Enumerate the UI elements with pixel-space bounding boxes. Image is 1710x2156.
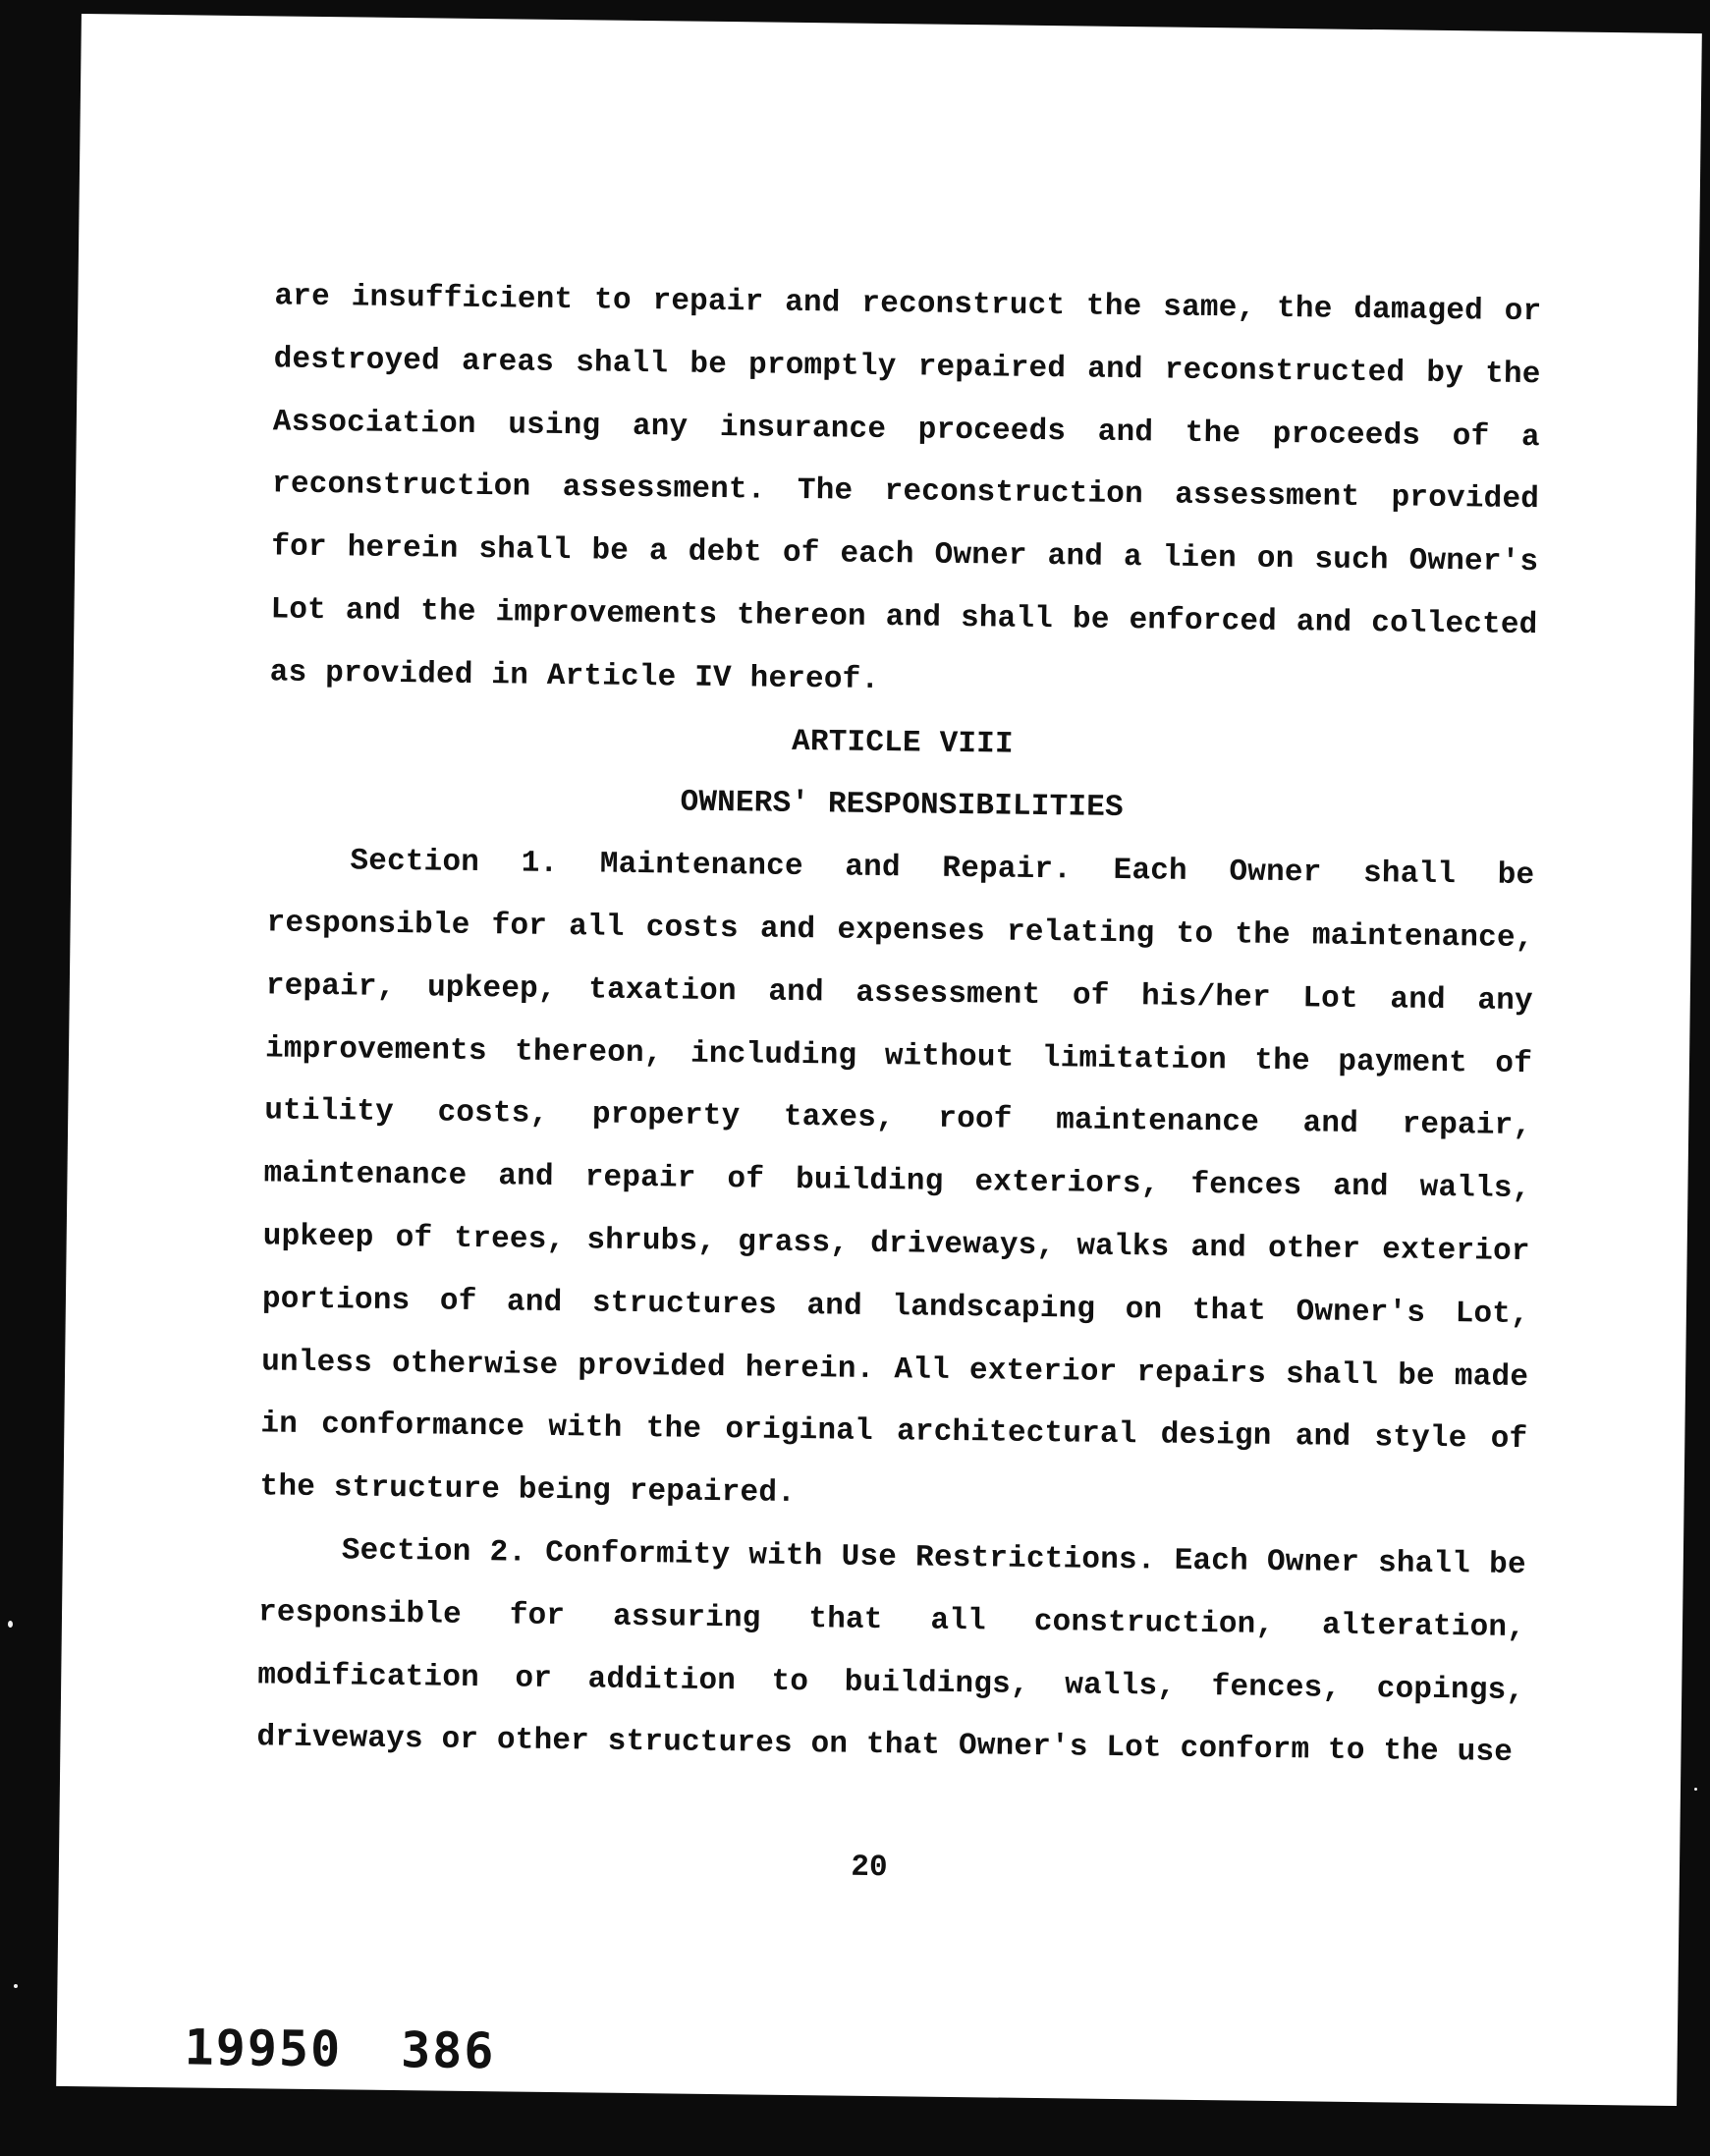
document-page: [56, 14, 1702, 2106]
document-body: [256, 265, 1542, 1785]
scan-speck: [14, 1984, 18, 1988]
scan-speck: [1694, 1788, 1697, 1791]
stamp-number-right: 386: [400, 2021, 496, 2080]
opening-paragraph: are insufficient to repair and reconstruct the same, the damaged or destroyed areas shall be promptly repaired and reconstructed by the Association using any insurance proceeds and the proceeds of a reconstruction assessment. The reconstruction assessment provided for herein shall be a debt of each Owner and a lien on such Owner's Lot and the improvements thereon and shall be enforced and collected as provided in Article IV hereof.: [269, 279, 1542, 697]
scan-speck: [8, 1621, 13, 1628]
article-heading: ARTICLE VIII: [791, 724, 1014, 762]
stamp-number-left: 19950: [184, 2018, 343, 2078]
section-2-paragraph: Section 2. Conformity with Use Restrictions. Each Owner shall be responsible for assuring that all construction, alteration, modification or addition to buildings, walls, fences, copings, driveways or other structures on that Owner's Lot conform to the use: [256, 1533, 1526, 1771]
document-stamp: [184, 2018, 496, 2079]
section-1-paragraph: Section 1. Maintenance and Repair. Each Owner shall be responsible for all costs and expenses relating to the maintenance, repair, upkeep, taxation and assessment of his/her Lot and any improvements thereon, including without limitation the payment of utility costs, property taxes, roof maintenance and repair, maintenance and repair of building exteriors, fences and walls, upkeep of trees, shrubs, grass, driveways, walks and other exterior portions of and structures and landscaping on that Owner's Lot, unless otherwise provided herein. All exterior repairs shall be made in conformance with the original architectural design and style of the structure being repaired.: [259, 844, 1535, 1512]
page-number: 20: [851, 1850, 888, 1886]
article-title: OWNERS' RESPONSIBILITIES: [680, 785, 1125, 826]
